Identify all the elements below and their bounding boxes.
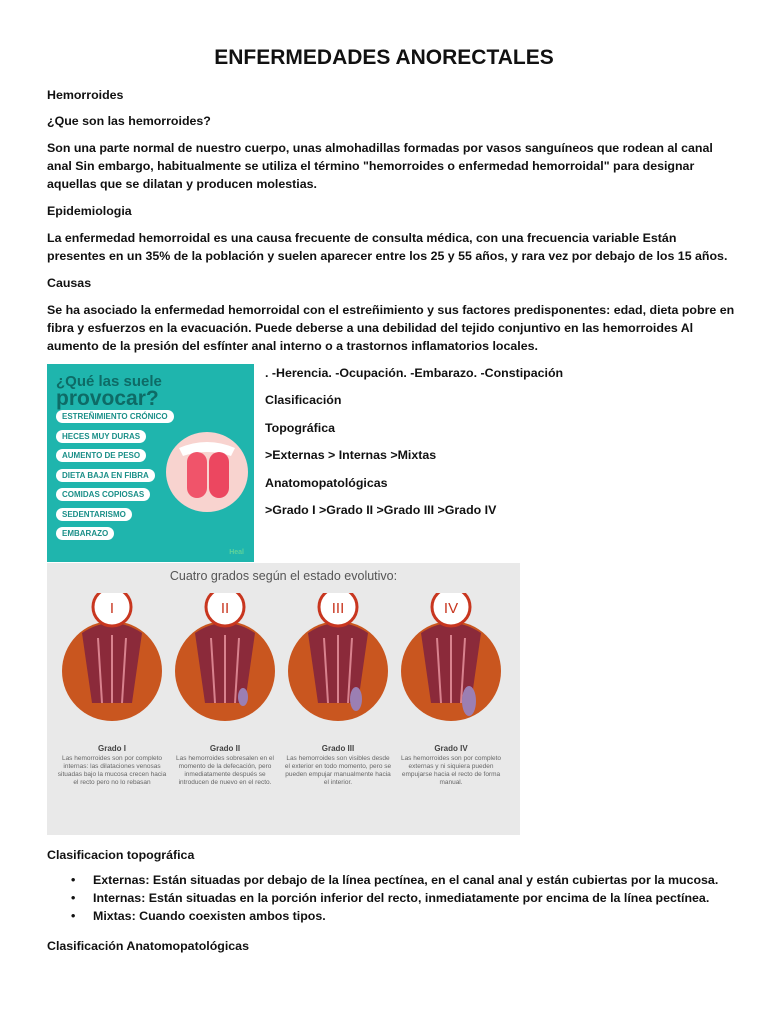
grade-desc: Las hemorroides sobresalen en el momento de la defecación, pero inmediatamente después se introducen de nuevo en el recto.: [176, 755, 274, 786]
factors-text: . -Herencia. -Ocupación. -Embarazo. -Constipación: [265, 366, 564, 380]
grades-figure: [47, 563, 520, 835]
grade-desc: Las hemorroides son por completo internas: las dilataciones venosas situadas bajo la mucosa crecen hacia el recto pero no lo rebasan: [57, 755, 167, 786]
cause-pill: EMBARAZO: [56, 527, 114, 540]
cause-pill: DIETA BAJA EN FIBRA: [56, 469, 155, 482]
paragraph: La enfermedad hemorroidal es una causa frecuente de consulta médica, con una frecuencia variable Están presentes en un 35% de la población y suelen aparecer entre los 25 y 55 años, y rara vez por debajo de los 15 años.: [47, 231, 728, 263]
grade-desc: Las hemorroides son visibles desde el exterior en todo momento, pero se pueden empujar manualmente hacia el interior.: [284, 755, 392, 786]
grade-number: I: [109, 600, 115, 617]
grade-name: Grado II: [209, 744, 241, 753]
topografica-items: >Externas > Internas >Mixtas: [265, 448, 437, 462]
infographic-title-2: provocar?: [56, 387, 159, 410]
topo-list: [47, 871, 718, 925]
hemorrhoid-mark: [350, 687, 362, 711]
grade-name: Grado III: [321, 744, 355, 753]
causes-infographic: [47, 364, 254, 562]
list-item: • Internas: Están situadas en la porción inferior del recto, inmediatamente por encima de la línea pectínea.: [47, 889, 718, 907]
grades-illustration: [47, 593, 520, 743]
section-heading: Hemorroides: [47, 88, 124, 102]
cause-pill: SEDENTARISMO: [56, 508, 132, 521]
section-heading: Epidemiologia: [47, 204, 132, 218]
cause-pill: COMIDAS COPIOSAS: [56, 488, 150, 501]
anatomopatologicas-heading: Anatomopatológicas: [265, 476, 388, 490]
clasificacion-heading: Clasificación: [265, 393, 342, 407]
section-heading: Clasificación Anatomopatológicas: [47, 939, 249, 953]
grade-name: Grado IV: [434, 744, 468, 753]
cause-pill: HECES MUY DURAS: [56, 430, 146, 443]
figure-title: Cuatro grados según el estado evolutivo:: [169, 569, 398, 583]
section-heading: Causas: [47, 276, 92, 290]
page-title: ENFERMEDADES ANORECTALES: [214, 46, 554, 69]
grade-desc: Las hemorroides son por completo externas y ni siquiera pueden empujarse hacia el recto de forma manual.: [400, 755, 502, 786]
list-item: • Mixtas: Cuando coexisten ambos tipos.: [47, 907, 718, 925]
hemorrhoid-illustration: [165, 430, 249, 514]
grade-number: IV: [443, 600, 459, 617]
paragraph: Se ha asociado la enfermedad hemorroidal con el estreñimiento y sus factores predisponentes: edad, dieta pobre en fibra y esfuerzos en la evacuación. Puede deberse a una debilidad del tejido conjuntivo en las hemorroides Al aumento de la presión del esfínter anal interno o a trastornos inflamatorios locales.: [47, 303, 735, 353]
infographic-title: ¿Qué las suele: [56, 373, 162, 390]
grados-items: >Grado I >Grado II >Grado III >Grado IV: [265, 503, 497, 517]
list-item: • Externas: Están situadas por debajo de la línea pectínea, en el canal anal y están cubiertas por la mucosa.: [47, 871, 718, 889]
paragraph: Son una parte normal de nuestro cuerpo, unas almohadillas formadas por vasos sanguíneos que rodean al canal anal Sin embargo, habitualmente se utiliza el término "hemorroides o enfermedad hemorroidal" para designar aquellas que se dilatan y producen molestias.: [47, 141, 713, 191]
grade-number: II: [220, 600, 230, 617]
cause-pill: ESTREÑIMIENTO CRÓNICO: [56, 410, 174, 423]
hemorrhoid-mark: [462, 686, 476, 716]
question-heading: ¿Que son las hemorroides?: [47, 114, 211, 128]
section-heading: Clasificacion topográfica: [47, 848, 195, 862]
hemorrhoid-mark: [238, 688, 248, 706]
topografica-heading: Topográfica: [265, 421, 335, 435]
grade-name: Grado I: [97, 744, 126, 753]
grade-number: III: [331, 600, 345, 617]
brand-logo: Heal: [229, 549, 244, 556]
cause-pill: AUMENTO DE PESO: [56, 449, 146, 462]
